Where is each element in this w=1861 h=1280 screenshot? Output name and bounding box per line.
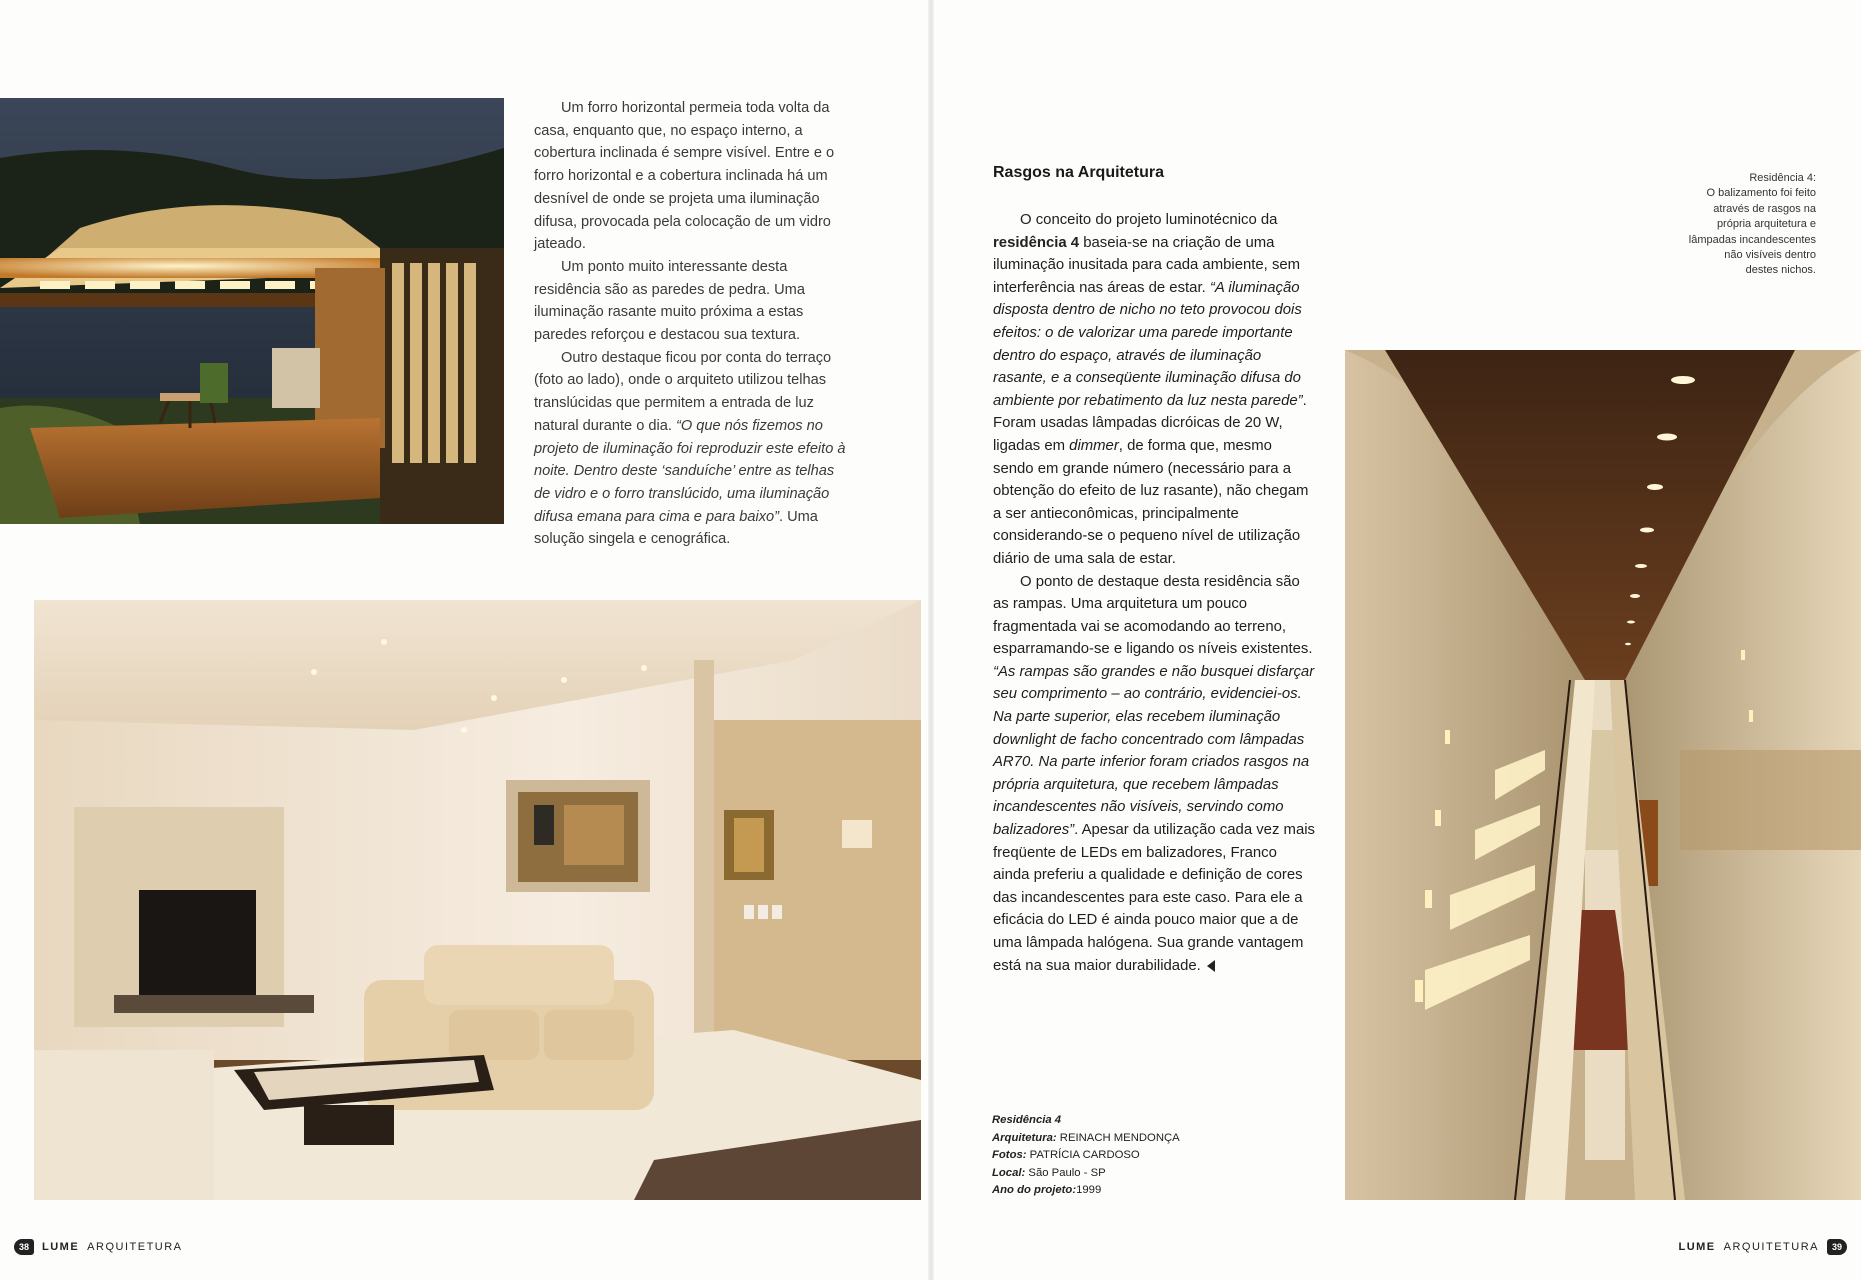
credit-line	[992, 1112, 1180, 1130]
p1-text-a: O conceito do projeto luminotécnico da	[1020, 212, 1278, 228]
page-number-left: 38	[14, 1239, 34, 1255]
footer-section: ARQUITETURA	[1723, 1241, 1819, 1253]
left-footer	[14, 1239, 183, 1255]
right-paragraph-2	[993, 571, 1316, 978]
credit-line	[992, 1165, 1180, 1183]
credit-value: 1999	[1076, 1184, 1102, 1197]
credit-label: Fotos:	[992, 1149, 1027, 1162]
p2-text-a: O ponto de destaque desta residência são as rampas. Uma arquitetura um pouco fragmentada vai se acomodando ao terreno, esparramando-se e ligando os níveis existentes.	[993, 573, 1313, 658]
p1-quote: “A iluminação disposta dentro de nicho no teto provocou dois efeitos: o de valorizar uma parede importante dentro do espaço, através de iluminação rasante, e a conseqüente iluminação difusa do ambiente por rebatimento da luz nesta parede”	[993, 279, 1303, 409]
spine-gutter	[928, 0, 934, 1280]
p2-quote: “As rampas são grandes e não busquei disfarçar seu comprimento – ao contrário, evidenciei-os. Na parte superior, elas recebem iluminação downlight de facho concentrado com lâmpadas AR70. Na parte inferior foram criados rasgos na própria arquitetura, que recebem lâmpadas incandescentes não visíveis, servindo como balizadores”	[993, 663, 1315, 839]
left-body-text	[534, 97, 854, 551]
end-mark-icon	[1207, 960, 1215, 972]
caption-line: O balizamento foi feito	[1706, 187, 1816, 200]
right-body-text	[993, 209, 1316, 977]
section-heading: Rasgos na Arquitetura	[993, 164, 1164, 181]
left-paragraph-3-quote: “O que nós fizemos no projeto de iluminação foi reproduzir este efeito à noite. Dentro deste ‘sanduíche’ entre as telhas de vidro e o forro translúcido, uma iluminação difusa emana para cima e para baixo”	[534, 417, 846, 525]
caption-line: não visíveis dentro	[1724, 249, 1816, 262]
footer-section: ARQUITETURA	[87, 1241, 183, 1253]
credit-label: Local:	[992, 1166, 1026, 1179]
caption-line: Residência 4:	[1749, 172, 1816, 184]
credit-line	[992, 1130, 1180, 1148]
caption-line: através de rasgos na	[1713, 202, 1816, 215]
left-paragraph-3-end: . Uma solução singela e cenográfica.	[534, 508, 818, 548]
credit-label: Residência 4	[992, 1114, 1062, 1126]
p1-bold: residência 4	[993, 234, 1080, 251]
right-footer	[1678, 1239, 1847, 1255]
credit-line	[992, 1182, 1180, 1200]
footer-brand: LUME	[42, 1241, 80, 1253]
p1-text-d: , de forma que, mesmo sendo em grande número (necessário para a obtenção do efeito de luz rasante), não chegam a ser antieconômicas, principalmente considerando-se o pequeno nível de utilização diário de uma sala de estar.	[993, 437, 1309, 567]
ramp-corridor-photo	[1345, 350, 1861, 1200]
footer-brand: LUME	[1678, 1241, 1716, 1253]
credit-line	[992, 1147, 1180, 1165]
p1-text-c: . Foram usadas lâmpadas dicróicas de 20 W, ligadas em	[993, 392, 1307, 454]
living-room-photo	[34, 600, 921, 1200]
left-paragraph-3-start: Outro destaque ficou por conta do terraço (foto ao lado), onde o arquiteto utilizou telhas translúcidas que permitem a entrada de luz natural durante o dia.	[534, 349, 832, 434]
terrace-night-photo	[0, 98, 504, 524]
credit-value: REINACH MENDONÇA	[1056, 1131, 1180, 1144]
p1-dimmer: dimmer	[1069, 437, 1119, 454]
credit-value: PATRÍCIA CARDOSO	[1026, 1149, 1140, 1162]
left-paragraph-2: Um ponto muito interessante desta residência são as paredes de pedra. Uma iluminação rasante muito próxima a estas paredes reforçou e destacou sua textura.	[534, 258, 805, 344]
photo-caption	[1660, 171, 1816, 279]
page-number-right: 39	[1827, 1239, 1847, 1255]
p2-text-b: . Apesar da utilização cada vez mais freqüente de LEDs em balizadores, Franco ainda preferiu a qualidade e definição de cores das incandescentes para este caso. Para ele a eficácia do LED é ainda pouco maior que a de uma lâmpada halógena. Sua grande vantagem está na sua maior durabilidade.	[993, 822, 1315, 974]
caption-line: própria arquitetura e	[1716, 218, 1816, 231]
credit-label: Ano do projeto:	[992, 1184, 1077, 1197]
project-credits	[992, 1112, 1180, 1200]
credit-label: Arquitetura:	[992, 1131, 1057, 1144]
left-paragraph-3	[534, 347, 854, 551]
p1-text-b: baseia-se na criação de uma iluminação inusitada para cada ambiente, sem interferência nas áreas de estar.	[993, 234, 1301, 296]
caption-line: destes nichos.	[1745, 264, 1816, 277]
credit-value: São Paulo - SP	[1025, 1166, 1106, 1179]
left-paragraph-1: Um forro horizontal permeia toda volta da casa, enquanto que, no espaço interno, a cobertura inclinada é sempre visível. Entre e o forro horizontal e a cobertura inclinada há um desnível de onde se projeta uma iluminação difusa, provocada pela colocação de um vidro jateado.	[534, 100, 835, 253]
caption-line: lâmpadas incandescentes	[1688, 233, 1816, 246]
right-paragraph-1	[993, 209, 1316, 571]
